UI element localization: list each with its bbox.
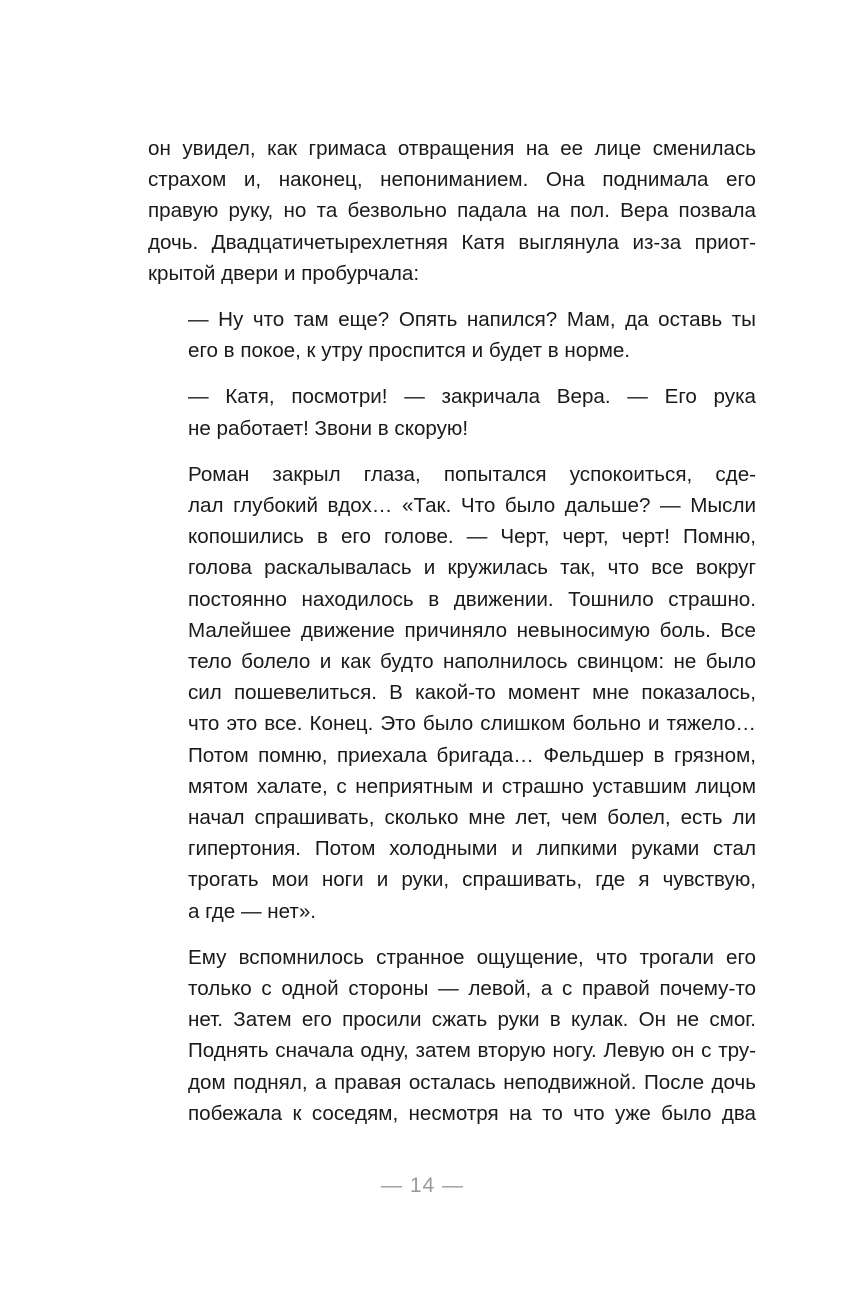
text-line: что это все. Конец. Это было слишком больно и тяжело…: [188, 712, 756, 736]
text-line: тело болело и как будто наполнилось свинцом: не было: [188, 650, 756, 674]
paragraph-1: [148, 133, 756, 289]
text-line: Ему вспомнилось странное ощущение, что трогали его: [188, 945, 756, 969]
text-line: не работает! Звони в скорую!: [188, 416, 469, 440]
text-line: побежала к соседям, несмотря на то что уже было два: [188, 1101, 756, 1125]
text-line: крытой двери и пробурчала:: [148, 261, 420, 285]
text-line: нет. Затем его просили сжать руки в кулак. Он не смог.: [188, 1008, 756, 1032]
text-line: Поднять сначала одну, затем вторую ногу. Левую он с тру-: [188, 1039, 756, 1063]
page-number: — 14 —: [380, 1174, 465, 1197]
text-line: дом поднял, а правая осталась неподвижной. После дочь: [188, 1070, 756, 1094]
text-line: постоянно находилось в движении. Тошнило страшно.: [188, 587, 756, 611]
text-line: голова раскалывалась и кружилась так, что все вокруг: [188, 556, 756, 580]
text-line: страхом и, наконец, непониманием. Она поднимала его: [148, 168, 756, 192]
text-line: только с одной стороны — левой, а с правой почему-то: [188, 977, 756, 1001]
paragraph-4: [148, 459, 756, 927]
text-line: Потом помню, приехала бригада… Фельдшер в грязном,: [188, 743, 756, 767]
text-line: лал глубокий вдох… «Так. Что было дальше? — Мысли: [188, 494, 756, 518]
text-line: Малейшее движение причиняло невыносимую боль. Все: [188, 618, 756, 642]
text-line: а где — нет».: [188, 899, 317, 923]
text-line: копошились в его голове. — Черт, черт, черт! Помню,: [188, 525, 756, 549]
paragraph-2: [148, 304, 756, 366]
text-line: Роман закрыл глаза, попытался успокоиться, сде-: [188, 462, 756, 486]
text-line: он увидел, как гримаса отвращения на ее лице сменилась: [148, 137, 756, 160]
text-line: начал спрашивать, сколько мне лет, чем болел, есть ли: [188, 806, 756, 830]
text-line: гипертония. Потом холодными и липкими руками стал: [188, 837, 756, 861]
page-text: [148, 133, 756, 1129]
text-line: трогать мои ноги и руки, спрашивать, где я чувствую,: [188, 868, 756, 892]
text-line: дочь. Двадцатичетырехлетняя Катя выглянула из-за приот-: [148, 230, 756, 254]
text-line: правую руку, но та безвольно падала на пол. Вера позвала: [148, 199, 756, 223]
text-line: его в покое, к утру проспится и будет в норме.: [188, 339, 631, 363]
text-line: сил пошевелиться. В какой-то момент мне показалось,: [188, 681, 756, 705]
paragraph-3: [148, 381, 756, 443]
text-line: — Катя, посмотри! — закричала Вера. — Его рука: [188, 385, 756, 409]
paragraph-5: [148, 942, 756, 1129]
text-line: — Ну что там еще? Опять напился? Мам, да оставь ты: [188, 308, 756, 332]
text-line: мятом халате, с неприятным и страшно уставшим лицом: [188, 774, 756, 798]
